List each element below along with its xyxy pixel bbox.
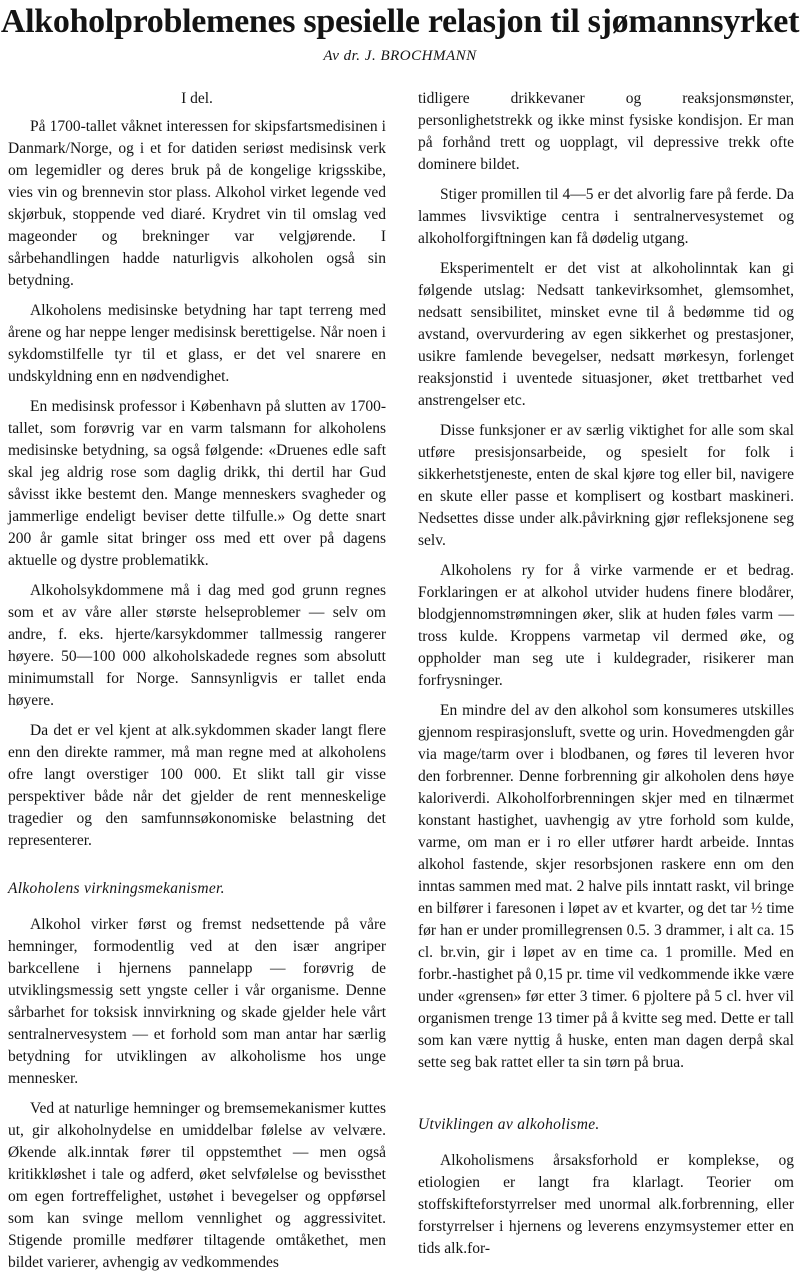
paragraph: Alkoholens ry for å virke varmende er et bedrag. Forklaringen er at alkohol utvider hudens finere blodårer, blodgjennomstrømningen øker, slik at huden føles varm — tross kulde. Kroppens varmetap vil dermed øke, og oppholder man seg ute i kuldegrader, risikerer man forfrysninger. [418,562,794,689]
left-column [8,88,386,1282]
paragraph: Ved at naturlige hemninger og bremsemekanismer kuttes ut, gir alkoholnydelse en umiddelbar følelse av velvære. Økende alk.inntak fører til oppstemthet — men også kritikkløshet i tale og adferd, øket selvfølelse og bevissthet om egen fortreffelighet, ustøhet i bevegelser og oppførsel som kan svinge mellom vennlighet og aggressivitet. Stigende promille medfører tiltagende omtåkethet, men bildet varierer, avhengig av vedkommendes [8,1100,386,1271]
paragraph: En mindre del av den alkohol som konsumeres utskilles gjennom respirasjonsluft, svette og urin. Hovedmengden går via mage/tarm over i blodbanen, og føres til leveren hvor den forbrenner. Denne forbrenning gir alkoholen dens høye kaloriverdi. Alkoholforbrenningen skjer med en tilnærmet konstant hastighet, uavhengig av ytre forhold som kulde, varme, om man er i ro eller utfører hardt arbeide. Inntas alkohol fastende, skjer resorbsjonen raskere enn om den inntas sammen med mat. 2 halve pils inntatt raskt, vil bringe en bilfører i faresonen i løpet av et kvarter, og det tar ½ time før han er under promillegrensen 0.5. 3 drammer, i alt ca. 15 cl. br.vin, gir i løpet av en time ca. 1 promille. Med en forbr.-hastighet på 0,15 pr. time vil vedkommende ikke være under «grensen» før etter 3 timer. 6 pjoltere på 5 cl. hver vil organismen trenge 13 timer på å kvitte seg med. Dette er tall som kan være nyttig å huske, enten man dagen derpå skal sette seg bak rattet eller ta sin tørn på brua. [418,702,794,1071]
paragraph: Alkoholens medisinske betydning har tapt terreng med årene og har neppe lenger medisinsk berettigelse. Når noen i sykdomstilfelle tyr til et glass, er det vel snarere en undskyldning enn en nødvendighet. [8,302,386,385]
section-heading: Utviklingen av alkoholisme. [418,1116,600,1133]
article-byline: Av dr. J. BROCHMANN [323,48,477,64]
paragraph: Alkoholismens årsaksforhold er komplekse, og etiologien er langt fra klarlagt. Teorier om stoffskifteforstyrrelser med unormal alk.forbrenning, eller forstyrrelser i hjernens og leverens enzymsystemer etter en tids alk.for- [418,1152,794,1257]
section-heading: Alkoholens virkningsmekanismer. [8,880,225,897]
right-column [418,88,794,1268]
paragraph: Da det er vel kjent at alk.sykdommen skader langt flere enn den direkte rammer, må man regne med at alkoholens ofre langt overstiger 100 000. Et slikt tall gir visse perspektiver både når det gjelder de rent menneskelige tragedier og den samfunnsøkonomiske belastning det representerer. [8,722,386,849]
paragraph: tidligere drikkevaner og reaksjonsmønster, personlighetstrekk og ikke minst fysiske kondisjon. Er man på forhånd trett og uopplagt, vil depressive trekk ofte dominere bildet. [418,90,794,173]
paragraph: Stiger promillen til 4—5 er det alvorlig fare på ferde. Da lammes livsviktige centra i sentralnervesystemet og alkoholforgiftningen kan få dødelig utgang. [418,186,794,247]
paragraph: På 1700-tallet våknet interessen for skipsfartsmedisinen i Danmark/Norge, og i et for datiden seriøst medisinsk verk om legemidler og deres bruk på de kongelige krigsskibe, vies vin og brennevin stor plass. Alkohol virket legende ved skjørbuk, stoppende ved diaré. Krydret vin til omslag ved mageonder og brekninger var velgjørende. I sårbehandlingen hadde naturligvis alkoholen også sin betydning. [8,118,386,289]
article-title: Alkoholproblemenes spesielle relasjon til sjømannsyrket [0,3,800,40]
paragraph: Alkoholsykdommene må i dag med god grunn regnes som et av våre aller største helseproblemer — selv om andre, f. eks. hjerte/karsykdommer tallmessig rangerer høyere. 50—100 000 alkoholskadede regnes som absolutt minimumstall for Norge. Sannsynligvis er tallet enda høyere. [8,582,386,709]
paragraph: Alkohol virker først og fremst nedsettende på våre hemninger, formodentlig ved at den især angriper barkcellene i hjernens pannelapp — forøvrig de utviklingsmessig sett yngste celler i vår organisme. Denne sårbarhet for toksisk innvirkning og skade gjelder hele vårt sentralnervesystem — et forhold som man antar har særlig betydning for utviklingen av alkoholisme hos unge mennesker. [8,916,386,1087]
paragraph: Disse funksjoner er av særlig viktighet for alle som skal utføre presisjonsarbeide, og spesielt for folk i sikkerhetstjeneste, enten de skal kjøre tog eller bil, navigere en skute eller passe et komplisert og kostbart maskineri. Nedsettes disse under alk.påvirkning gjør refleksjonene seg selv. [418,422,794,549]
paragraph: En medisinsk professor i København på slutten av 1700-tallet, som forøvrig var en varm talsmann for alkoholens medisinske betydning, sa også følgende: «Druenes edle saft skal jeg aldrig rose som daglig drikk, thi dertil har Gud såvisst ikke bestemt den. Mange menneskers svagheder og jammerlige endeligt beviser dette tilfulle.» Og dette snart 200 år gamle sitat bringer oss med ett over på dagens aktuelle og dystre problematikk. [8,398,386,569]
paragraph: Eksperimentelt er det vist at alkoholinntak kan gi følgende utslag: Nedsatt tankevirksomhet, glemsomhet, nedsatt sensibilitet, minsket evne til å bedømme tid og avstand, overvurdering av egen sikkerhet og prestasjoner, usikre famlende bevegelser, nedsatt mørkesyn, forlenget reaksjonstid i uventede situasjoner, øket trettbarhet ved anstrengelser etc. [418,260,794,409]
part-label: I del. [181,90,213,107]
